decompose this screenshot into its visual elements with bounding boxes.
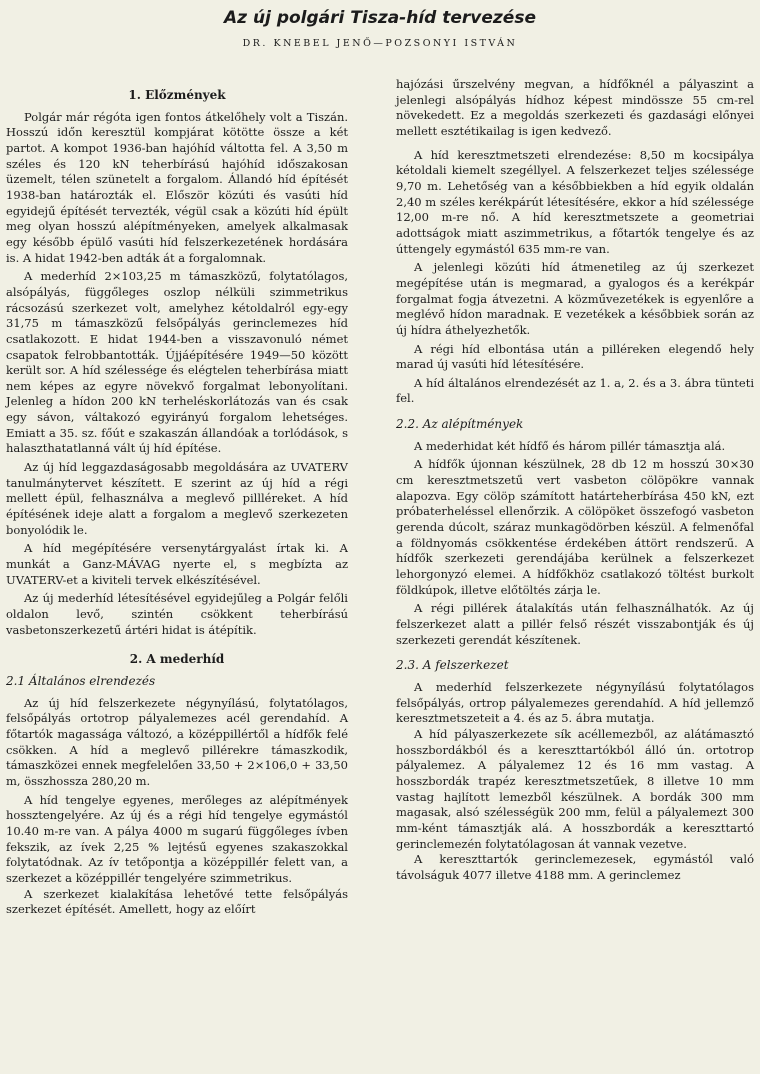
paragraph: Polgár már régóta igen fontos átkelőhely volt a Tiszán. Hosszú időn keresztül kompjárat kötötte össze a két partot. A kompot 1936-ban hajóhíd váltotta fel. A 3,50 m széles és 120 kN teherbírású hajóhíd időszakosan üzemelt, télen szünetelt a forgalom. Állandó híd építését 1938-ban határozták el. Először közúti és vasúti híd egyidejű építését tervezték, végül csak a közúti híd épült meg olyan hosszú alépítményeken, amelyek alkalmasak egy később épülő vasúti híd felszerkezetének hordására is. A hidat 1942-ben adták át a forgalomnak. <box>6 109 348 265</box>
paragraph: A híd megépítésére versenytárgyalást írtak ki. A munkát a Ganz-MÁVAG nyerte el, s megbízta az UVATERV-et a kiviteli tervek elkészítésével. <box>6 541 348 587</box>
paragraph: A híd pályaszerkezete sík acéllemezből, az alátámasztó hosszbordákból és a kereszttartókból álló ún. ortotrop pályalemez. A pályalemez 12 és 16 mm vastag. A hosszbordák trapéz keresztmetszetűek, 8 illetve 10 mm vastag hajlított lemezből készülnek. A bordák 300 mm magasak, alsó szélességük 200 mm, felül a pályalemezt 300 mm-ként támasztják alá. A hosszbordák a kereszttartó gerinclemezén folytatólagosan át vannak vezetve. <box>396 726 754 851</box>
paragraph: Az új híd leggazdaságosabb megoldására az UVATERV tanulmánytervet készített. E szerint az új híd a régi mellett épül, felhasználva a meglevő pillléreket. A híd építésének ideje alatt a forgalom a meglevő szerkezeten bonyolódik le. <box>6 460 348 537</box>
paragraph: A mederhíd 2×103,25 m támaszközű, folytatólagos, alsópályás, függőleges oszlop nélküli szimmetrikus rácsozású szerkezet volt, amelyhez kétoldalról egy-egy 31,75 m támaszközű felsőpályás gerinclemezes híd csatlakozott. E hidat 1944-ben a visszavonuló német csapatok felrobbantották. Újjáépítésére 1949—50 között került sor. A híd szélessége és elégtelen teherbírása miatt nem képes az egyre növekvő forgalmat lebonyolítani. Jelenleg a hídon 200 kN terheléskorlátozás van és csak egy sávon, váltakozó egyirányú forgalom lehetséges. Emiatt a 35. sz. főút e szakaszán állandóak a torlódások, s halaszthatatlanná vált új híd építése. <box>6 269 348 456</box>
paragraph: A mederhíd felszerkezete négynyílású folytatólagos felsőpályás, ortrop pályalemezes gerendahíd. A híd jellemző keresztmetszeteit a 4. és az 5. ábra mutatja. <box>396 679 754 726</box>
article-authors: DR. KNEBEL JENŐ—POZSONYI ISTVÁN <box>242 38 518 49</box>
paragraph: A híd keresztmetszeti elrendezése: 8,50 m kocsipálya kétoldali kiemelt szegéllyel. A felszerkezet teljes szélessége 9,70 m. Lehetőség van a későbbiekben a híd egyik oldalán 2,40 m széles kerékpárút létesítésére, ekkor a híd szélessége 12,00 m-re nő. A híd keresztmetszete a geometriai adottságok miatt aszimmetrikus, a főtartók tengelye és az úttengely egymástól 635 mm-re van. <box>396 147 754 256</box>
left-column <box>6 72 348 918</box>
right-column <box>396 77 754 884</box>
paragraph: A híd tengelye egyenes, merőleges az alépítmények hossztengelyére. Az új és a régi híd tengelye egymástól 10.40 m-re van. A pálya 4000 m sugarú függőleges ívben fekszik, az ívek 2,25 % lejtésű egyenes szakaszokkal folytatódnak. Az ív tetőpontja a középpillér felett van, a szerkezet a középpillér tengelyére szimmetrikus. <box>6 792 348 885</box>
article-title: Az új polgári Tisza-híd tervezése <box>224 8 536 28</box>
subsection-2-1-heading: 2.1 Általános elrendezés <box>6 673 156 688</box>
subsection-2-3-heading: 2.3. A felszerkezet <box>396 658 509 673</box>
paragraph: Az új híd felszerkezete négynyílású, folytatólagos, felsőpályás ortotrop pályalemezes acél gerendahíd. A főtartók magassága változó, a középpillértől a hídfők felé csökken. A híd a meglevő pillérekre támaszkodik, támaszközei ennek megfelelően 33,50 + 2×106,0 + 33,50 m, összhossza 280,20 m. <box>6 695 348 788</box>
paragraph: A híd általános elrendezését az 1. a, 2. és a 3. ábra tünteti fel. <box>396 375 754 406</box>
section-2-heading: 2. A mederhíd <box>129 652 225 667</box>
paragraph: A régi pillérek átalakítás után felhasználhatók. Az új felszerkezet alatt a pillér felső részét visszabontják és új szerkezeti gerendát készítenek. <box>396 601 754 647</box>
paragraph: A hídfők újonnan készülnek, 28 db 12 m hosszú 30×30 cm keresztmetszetű vert vasbeton cölöpökre vannak alapozva. Egy cölöp számított határteherbírása 450 kN, ezt próbaterheléssel ellenőrzik. A cölöpöket összefogó vasbeton gerenda dúcolt, száraz munkagödörben készül. A felmenőfal a földnyomás csökkentése érdekében áttört rendszerű. A hídfők szerkezeti gerendájába kerülnek a felszerkezet lehorgonyzó elemei. A hídfőkhöz csatlakozó töltést burkolt földkúpok, illetve előtöltés zárja le. <box>396 457 754 597</box>
paragraph: A mederhidat két hídfő és három pillér támasztja alá. <box>414 438 726 453</box>
paragraph: A szerkezet kialakítása lehetővé tette felsőpályás szerkezet építését. Amellett, hogy az előírt <box>6 886 348 917</box>
paragraph: A régi híd elbontása után a pilléreken elegendő hely marad új vasúti híd létesítésére. <box>396 341 754 372</box>
subsection-2-2-heading: 2.2. Az alépítmények <box>396 417 524 432</box>
paragraph: hajózási űrszelvény megvan, a hídfőknél a pályaszint a jelenlegi alsópályás hídhoz képest mindössze 55 cm-rel növekedett. Ez a megoldás szerkezeti és gazdasági előnyei mellett esztétikailag is igen kedvező. <box>396 77 754 138</box>
paragraph: A jelenlegi közúti híd átmenetileg az új szerkezet megépítése után is megmarad, a gyalogos és a kerékpár forgalmat fogja átvezetni. A közművezetékek is egyenlőre a meglévő hídon maradnak. E vezetékek a későbbiek során az új hídra áthelyezhetők. <box>396 260 754 337</box>
section-1-heading: 1. Előzmények <box>128 88 226 102</box>
paragraph: Az új mederhíd létesítésével egyidejűleg a Polgár felőli oldalon levő, szintén csökkent teherbírású vasbetonszerkezetű ártéri hidat is átépítik. <box>6 591 348 637</box>
paragraph: A kereszttartók gerinclemezesek, egymástól való távolságuk 4077 illetve 4188 mm. A gerinclemez <box>396 852 754 882</box>
